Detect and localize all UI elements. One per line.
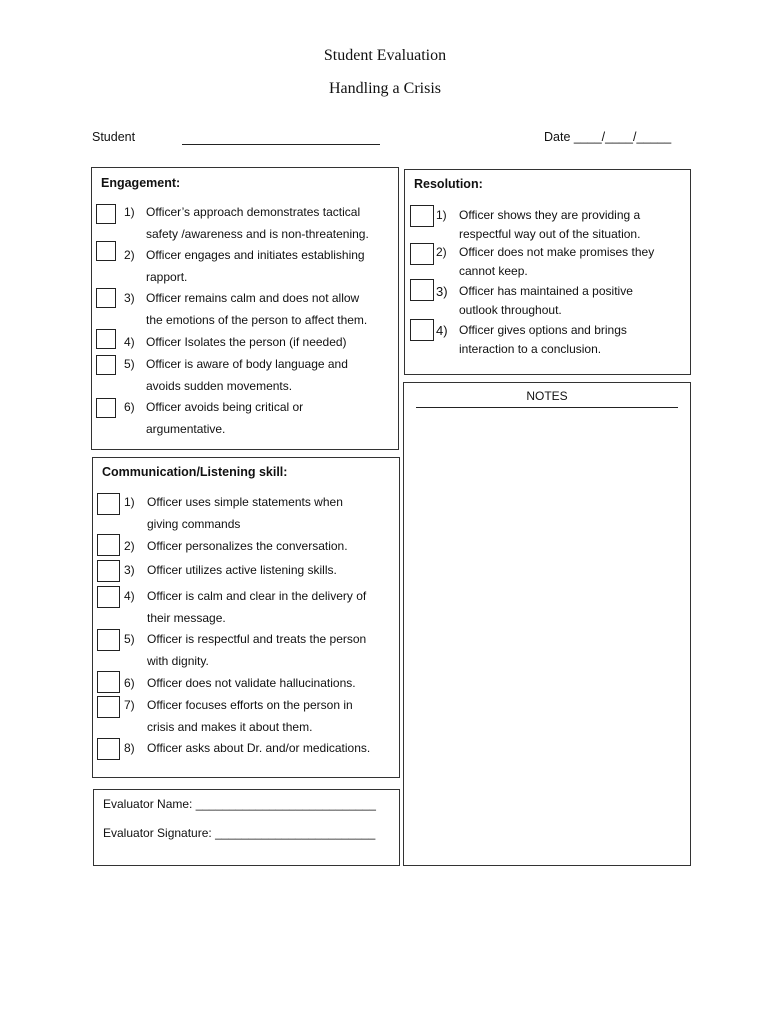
resolution-section: Resolution: 1) Officer shows they are providing a respectful way out of the situation. 2) Officer does not make promises they cannot keep. 3) Officer has maintained a positive outlook throughout. 4) Officer gives options and brings interaction to a conclusion. xyxy=(404,169,691,375)
document-subtitle: Handling a Crisis xyxy=(329,80,441,97)
notes-section[interactable] xyxy=(403,382,691,866)
communication-section: Communication/Listening skill: 1) Officer uses simple statements when giving commands 2) Officer personalizes the conversation. 3) Officer utilizes active listening skills. 4) Officer is calm and clear in the delivery of their message. 5) Officer is respectful and treats the person with dignity. 6) Officer does not validate hallucinations. 7) Officer focuses efforts on the person in crisis and makes it about them. 8) Officer asks about Dr. and/or medications. xyxy=(92,457,400,778)
engagement-section: Engagement: 1) Officer’s approach demonstrates tactical safety /awareness and is non-threatening. 2) Officer engages and initiates establishing rapport. 3) Officer remains calm and does not allow the emotions of the person to affect them. 4) Officer Isolates the person (if needed) 5) Officer is aware of body language and avoids sudden movements. 6) Officer avoids being critical or argumentative. xyxy=(91,167,399,450)
communication-checkbox-4[interactable] xyxy=(97,586,120,608)
student-label: Student xyxy=(92,130,136,144)
engagement-title: Engagement: xyxy=(101,176,181,190)
engagement-checkbox-5[interactable] xyxy=(96,355,116,375)
notes-divider xyxy=(416,407,678,408)
communication-checkbox-8[interactable] xyxy=(97,738,120,760)
communication-checkbox-3[interactable] xyxy=(97,560,120,582)
engagement-checkbox-2[interactable] xyxy=(96,241,116,261)
communication-checkbox-5[interactable] xyxy=(97,629,120,651)
communication-checkbox-6[interactable] xyxy=(97,671,120,693)
document-title: Student Evaluation xyxy=(323,47,447,64)
resolution-checkbox-4[interactable] xyxy=(410,319,434,341)
communication-checkbox-7[interactable] xyxy=(97,696,120,718)
evaluator-section xyxy=(93,789,400,866)
resolution-checkbox-2[interactable] xyxy=(410,243,434,265)
engagement-checkbox-6[interactable] xyxy=(96,398,116,418)
communication-checkbox-2[interactable] xyxy=(97,534,120,556)
notes-label: NOTES xyxy=(526,389,568,403)
engagement-checkbox-4[interactable] xyxy=(96,329,116,349)
resolution-title: Resolution: xyxy=(414,177,483,191)
engagement-checkbox-3[interactable] xyxy=(96,288,116,308)
communication-checkbox-1[interactable] xyxy=(97,493,120,515)
date-field[interactable]: Date ____/____/_____ xyxy=(544,130,672,144)
engagement-checkbox-1[interactable] xyxy=(96,204,116,224)
resolution-checkbox-3[interactable] xyxy=(410,279,434,301)
evaluator-name-field[interactable]: Evaluator Name: ___________________________ xyxy=(103,797,376,811)
resolution-checkbox-1[interactable] xyxy=(410,205,434,227)
student-name-field[interactable] xyxy=(182,144,380,145)
communication-title: Communication/Listening skill: xyxy=(102,465,288,479)
evaluator-signature-field[interactable]: Evaluator Signature: ________________________ xyxy=(103,826,376,840)
